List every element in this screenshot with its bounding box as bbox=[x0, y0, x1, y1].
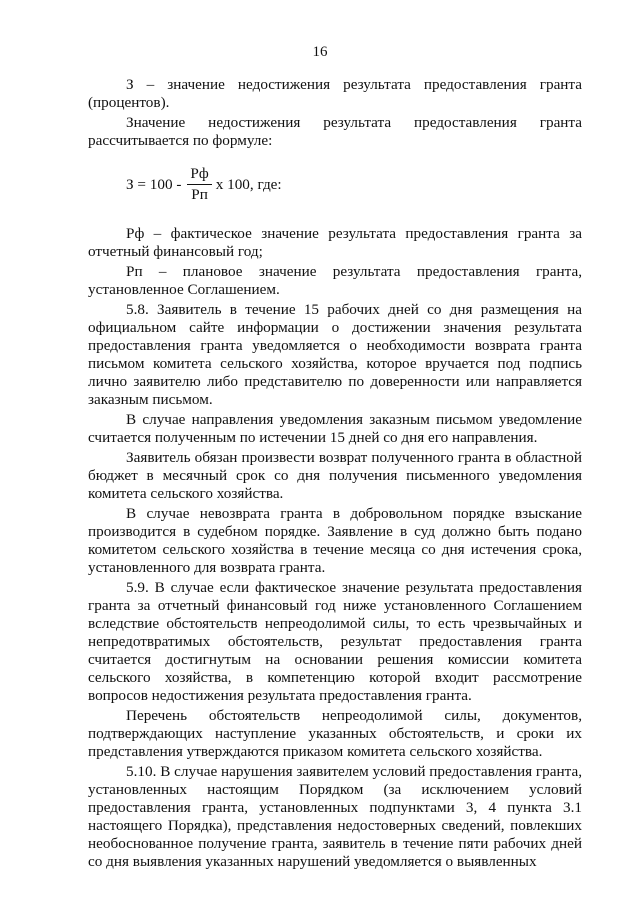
formula-denominator: Рп bbox=[191, 186, 208, 203]
definition-z: З – значение недостижения результата предоставления гранта (процентов). bbox=[88, 76, 582, 111]
paragraph-return-obligation: Заявитель обязан произвести возврат полученного гранта в областной бюджет в месячный срок со дня получения письменного уведомления комитета сельского хозяйства. bbox=[88, 449, 582, 502]
formula bbox=[126, 166, 582, 203]
paragraph-court-recovery: В случае невозврата гранта в добровольном порядке взыскание производится в судебном порядке. Заявление в суд должно быть подано комитетом сельского хозяйства в течение месяца со дня истечения срока, установленного для возврата гранта. bbox=[88, 505, 582, 576]
paragraph-5-9: 5.9. В случае если фактическое значение результата предоставления гранта за отчетный финансовый год ниже установленного Соглашением вследствие обстоятельств непреодолимой силы, то есть чрезвычайных и непредотвратимых обстоятельств, результат предоставления гранта считается достигнутым на основании решения комиссии комитета сельского хозяйства, в компетенцию которой входит рассмотрение вопросов недостижения результата предоставления гранта. bbox=[88, 579, 582, 704]
formula-right: х 100, где: bbox=[215, 175, 282, 193]
definition-rp: Рп – плановое значение результата предоставления гранта, установленное Соглашением. bbox=[88, 263, 582, 298]
formula-intro: Значение недостижения результата предоставления гранта рассчитывается по формуле: bbox=[88, 114, 582, 149]
formula-fraction bbox=[187, 166, 211, 203]
paragraph-5-10: 5.10. В случае нарушения заявителем условий предоставления гранта, установленных настоящим Порядком (за исключением условий предоставления гранта, установленных подпунктами 3, 4 пункта 3.1 настоящего Порядка), представления недостоверных сведений, повлекших необоснованное получение гранта, заявитель в течение пяти рабочих дней со дня выявления указанных нарушений уведомляется о выявленных bbox=[88, 763, 582, 870]
paragraph-registered-letter: В случае направления уведомления заказным письмом уведомление считается полученным по истечении 15 дней со дня его направления. bbox=[88, 411, 582, 446]
definition-rf: Рф – фактическое значение результата предоставления гранта за отчетный финансовый год; bbox=[88, 225, 582, 260]
document-body bbox=[88, 76, 582, 873]
page-number: 16 bbox=[312, 44, 328, 60]
formula-numerator: Рф bbox=[187, 166, 211, 185]
formula-left: З = 100 - bbox=[126, 175, 182, 193]
paragraph-force-majeure-list: Перечень обстоятельств непреодолимой силы, документов, подтверждающих наступление указанных обстоятельств, и сроки их представления утверждаются приказом комитета сельского хозяйства. bbox=[88, 707, 582, 760]
paragraph-5-8: 5.8. Заявитель в течение 15 рабочих дней со дня размещения на официальном сайте информации о достижении значения результата предоставления гранта уведомляется о необходимости возврата гранта письмом комитета сельского хозяйства, которое вручается под подпись лично заявителю либо представителю по доверенности или направляется заказным письмом. bbox=[88, 301, 582, 408]
